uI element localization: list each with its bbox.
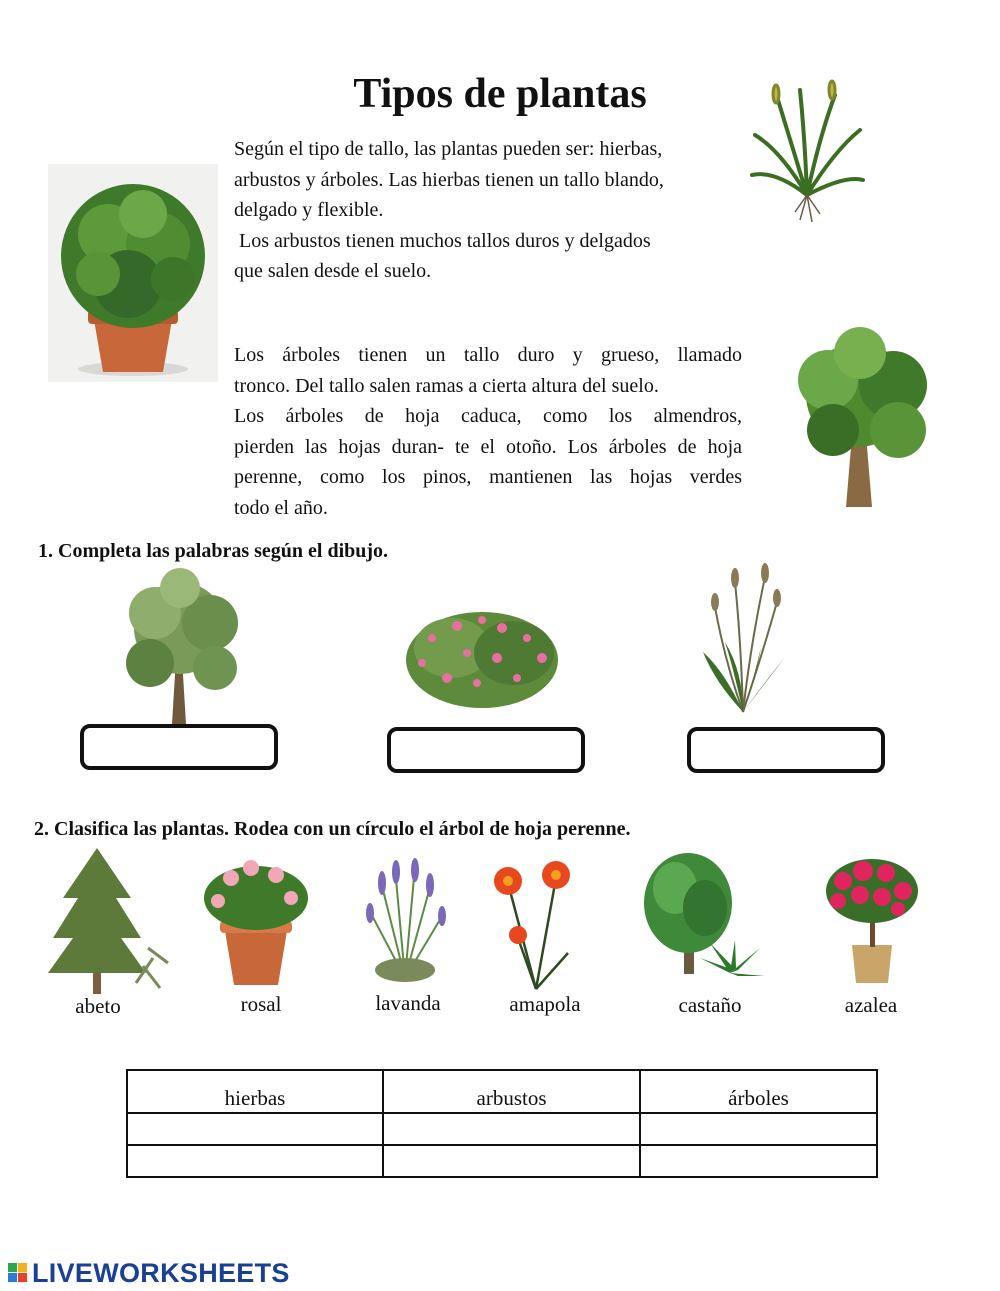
page-title: Tipos de plantas bbox=[353, 71, 647, 117]
lavender-icon bbox=[360, 858, 450, 983]
shrub-icon bbox=[402, 598, 562, 714]
azalea-icon bbox=[818, 853, 926, 988]
plant-label-lavanda: lavanda bbox=[375, 991, 441, 1015]
table-cell[interactable] bbox=[640, 1113, 877, 1145]
tree-icon bbox=[788, 325, 936, 510]
table-row bbox=[127, 1145, 877, 1177]
trees-line: pierden las hojas duran- te el otoño. Los árboles de hoja bbox=[234, 435, 742, 458]
table-cell[interactable] bbox=[640, 1145, 877, 1177]
table-cell[interactable] bbox=[383, 1113, 640, 1145]
tree-icon bbox=[120, 568, 245, 726]
answer-box-2[interactable] bbox=[387, 727, 585, 773]
shrub-pot-icon bbox=[48, 164, 218, 382]
table-cell[interactable] bbox=[383, 1145, 640, 1177]
answer-box-3[interactable] bbox=[687, 727, 885, 773]
trees-line: Los árboles de hoja caduca, como los almendros, bbox=[234, 405, 742, 427]
question-2: 2. Clasifica las plantas. Rodea con un círculo el árbol de hoja perenne. bbox=[34, 818, 631, 840]
table-header-row bbox=[127, 1070, 877, 1113]
liveworksheets-logo-icon bbox=[8, 1262, 28, 1284]
intro-paragraph bbox=[234, 134, 734, 287]
herb-icon bbox=[695, 562, 790, 722]
trees-line: todo el año. bbox=[234, 496, 328, 519]
rose-pot-icon bbox=[196, 853, 316, 988]
plant-label-castano: castaño bbox=[678, 993, 742, 1017]
plant-label-rosal: rosal bbox=[240, 992, 282, 1016]
intro-line: Los arbustos tienen muchos tallos duros y delgados bbox=[234, 229, 651, 252]
table-header-cell: hierbas bbox=[127, 1070, 383, 1113]
poppy-icon bbox=[488, 853, 583, 991]
trees-line: tronco. Del tallo salen ramas a cierta altura del suelo. bbox=[234, 374, 659, 397]
intro-line: que salen desde el suelo. bbox=[234, 260, 432, 282]
classification-table bbox=[126, 1069, 878, 1178]
intro-line: delgado y flexible. bbox=[234, 199, 384, 221]
liveworksheets-logo[interactable]: LIVEWORKSHEETS bbox=[32, 1258, 290, 1288]
question-1: 1. Completa las palabras según el dibujo. bbox=[38, 540, 389, 562]
fir-icon bbox=[48, 848, 173, 996]
chestnut-icon bbox=[640, 848, 770, 993]
intro-line: Según el tipo de tallo, las plantas pueden ser: hierbas, bbox=[234, 138, 663, 160]
answer-box-1[interactable] bbox=[80, 724, 278, 770]
table-header-cell: árboles bbox=[640, 1070, 877, 1113]
plant-label-abeto: abeto bbox=[75, 994, 121, 1018]
plant-label-amapola: amapola bbox=[509, 992, 581, 1016]
intro-line: arbustos y árboles. Las hierbas tienen un tallo blando, bbox=[234, 168, 664, 191]
trees-line: perenne, como los pinos, mantienen las hojas verdes bbox=[234, 466, 742, 488]
table-header-cell: arbustos bbox=[383, 1070, 640, 1113]
table-cell[interactable] bbox=[127, 1145, 383, 1177]
trees-line: Los árboles tienen un tallo duro y grueso, llamado bbox=[234, 344, 742, 366]
table-cell[interactable] bbox=[127, 1113, 383, 1145]
table-row bbox=[127, 1113, 877, 1145]
grass-icon bbox=[750, 80, 865, 225]
trees-paragraph bbox=[234, 340, 742, 523]
plant-label-azalea: azalea bbox=[844, 993, 898, 1017]
